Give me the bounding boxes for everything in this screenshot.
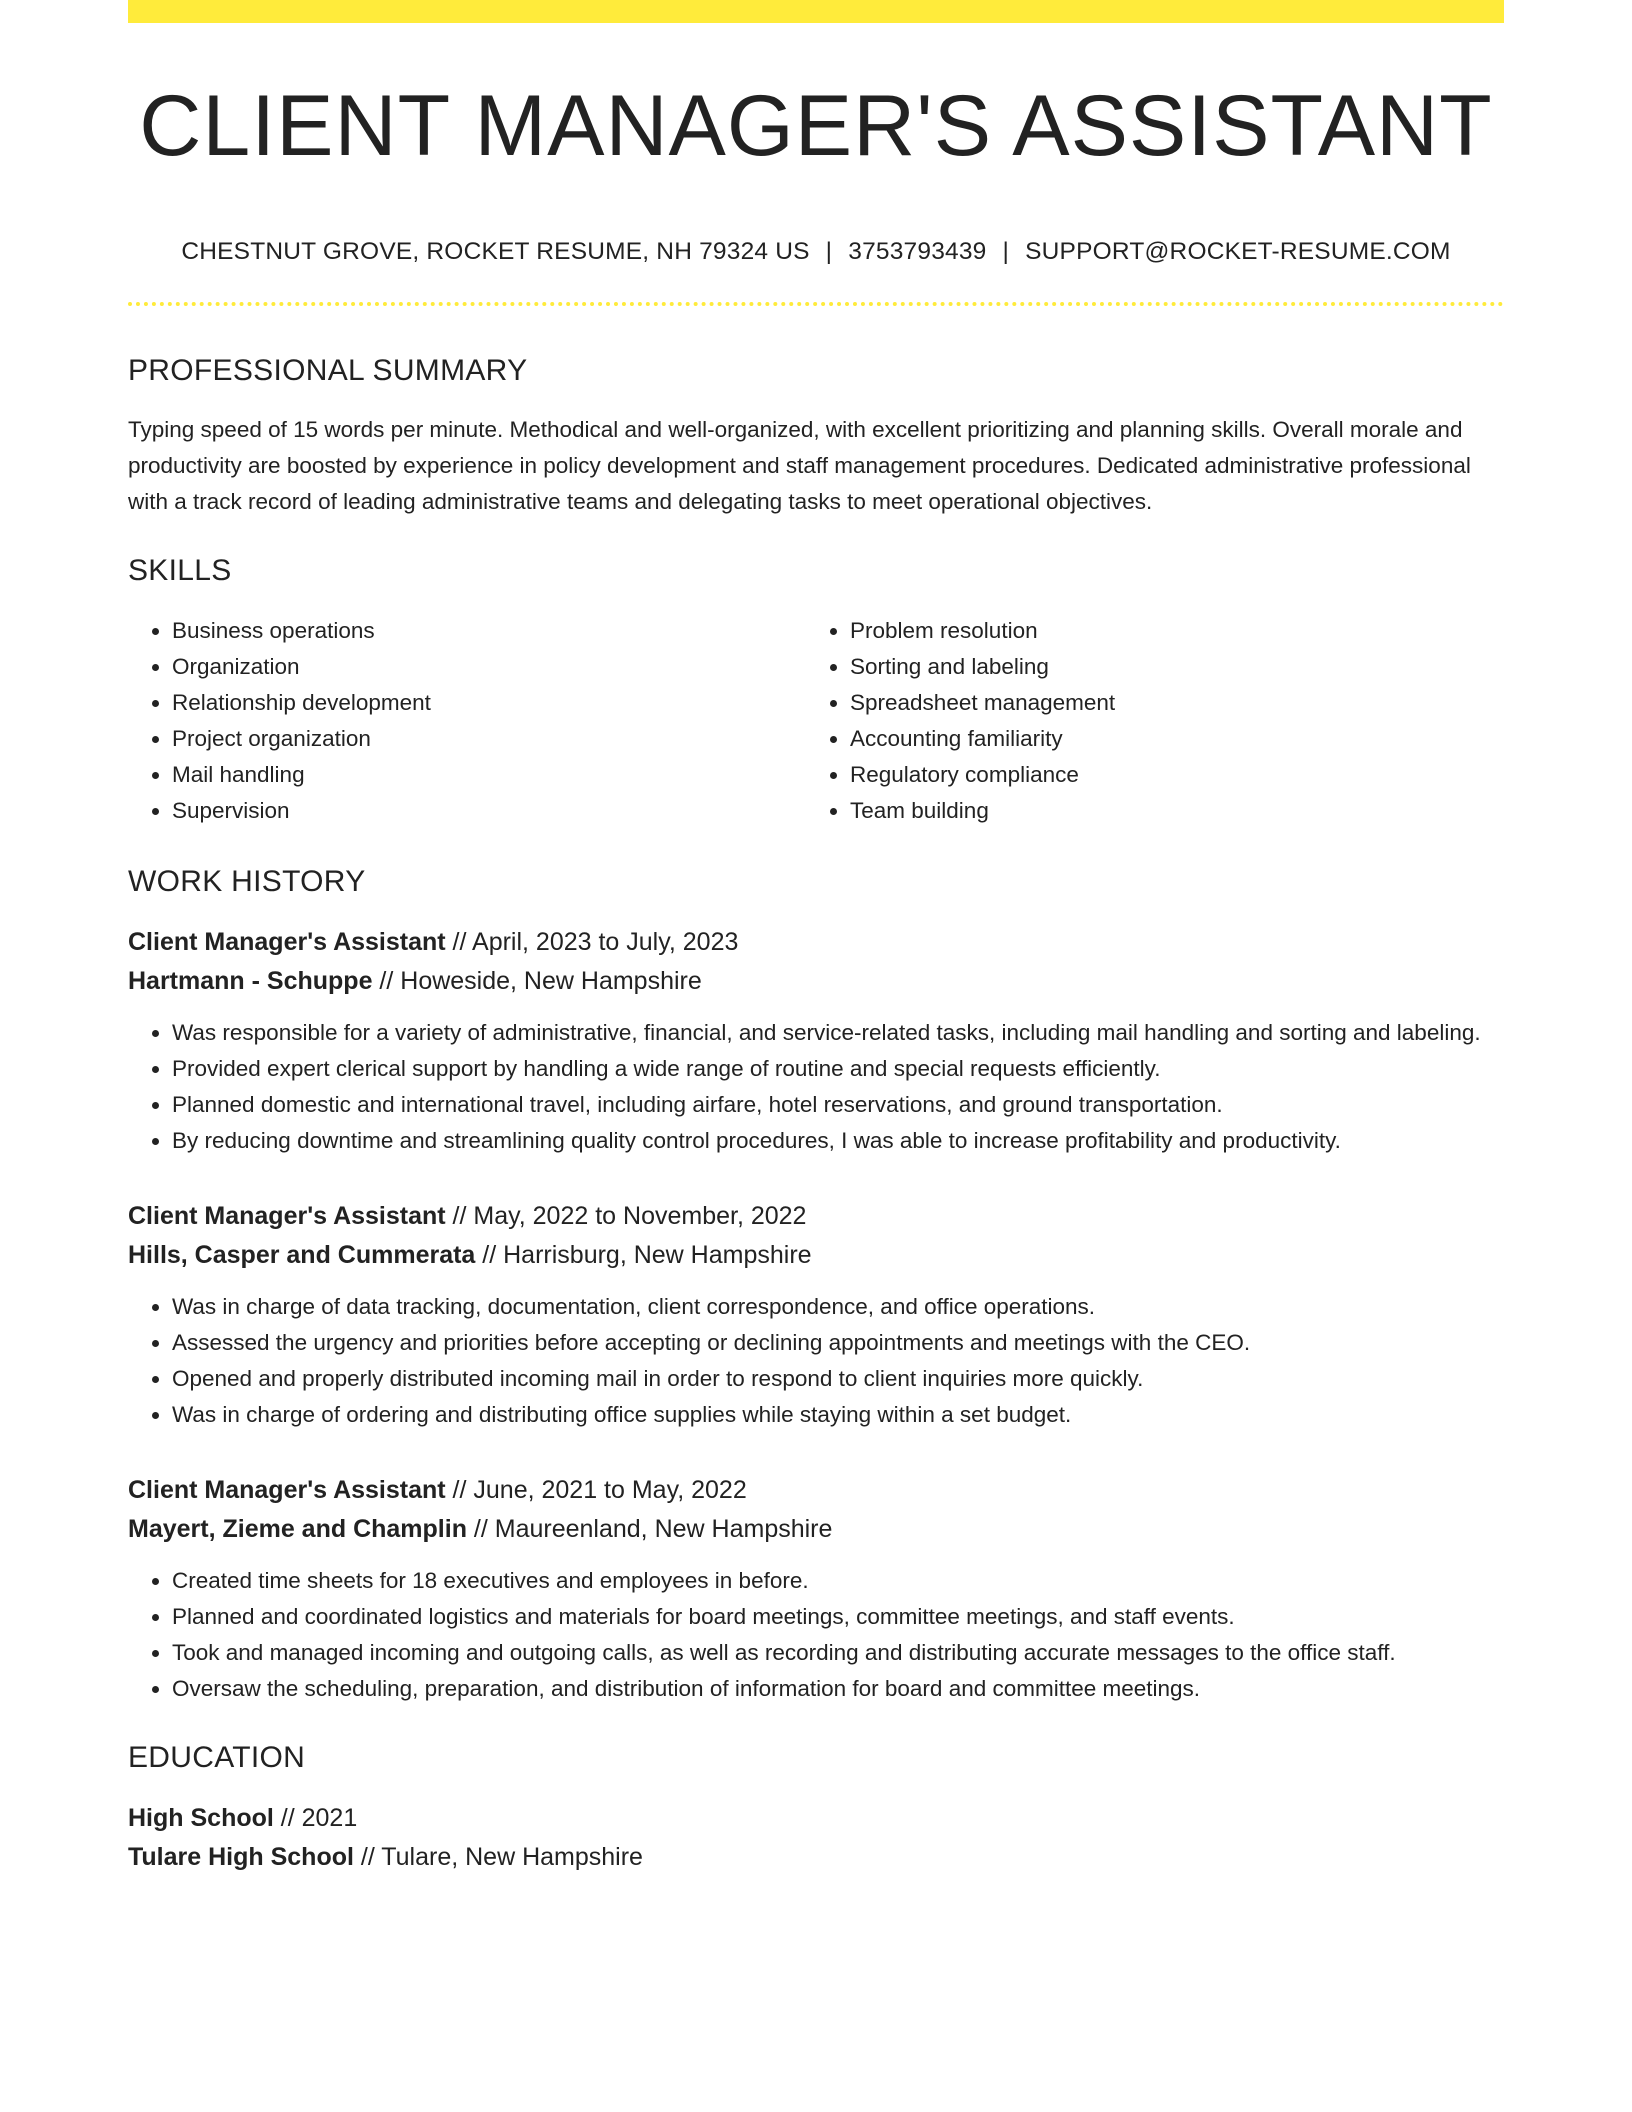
skill-item: • Relationship development — [172, 685, 806, 721]
header-divider — [128, 302, 1504, 306]
job-bullets — [128, 1289, 1504, 1433]
contact-line — [128, 240, 1504, 265]
education-school: Tulare High School — [128, 1842, 354, 1871]
job-title-line — [128, 1197, 1504, 1236]
job-role: Client Manager's Assistant — [128, 1475, 446, 1504]
job-dates: // May, 2022 to November, 2022 — [445, 1201, 807, 1230]
job-company-line — [128, 962, 1504, 1001]
job-role: Client Manager's Assistant — [128, 927, 446, 956]
job-entry — [128, 923, 1504, 1159]
summary-heading: PROFESSIONAL SUMMARY — [128, 353, 528, 387]
skill-item: • Organization — [172, 649, 806, 685]
job-bullet: • Planned domestic and international travel, including airfare, hotel reservations, and ground transportation. — [172, 1087, 1504, 1123]
job-company: Mayert, Zieme and Champlin — [128, 1514, 467, 1543]
skill-item: • Sorting and labeling — [850, 649, 1480, 685]
work-history-heading: WORK HISTORY — [128, 864, 366, 898]
education-degree-line — [128, 1799, 1504, 1838]
contact-email: SUPPORT@ROCKET-RESUME.COM — [1025, 238, 1451, 265]
skills-list — [128, 613, 1504, 829]
job-title-line — [128, 1471, 1504, 1510]
job-location: // Maureenland, New Hampshire — [466, 1514, 833, 1543]
skill-item: • Project organization — [172, 721, 806, 757]
job-bullet: • By reducing downtime and streamlining quality control procedures, I was able to increase profitability and productivity. — [172, 1123, 1504, 1159]
skill-item: • Supervision — [172, 793, 806, 829]
skill-item: • Regulatory compliance — [850, 757, 1480, 793]
job-bullets — [128, 1015, 1504, 1159]
job-bullet: • Was responsible for a variety of administrative, financial, and service-related tasks, including mail handling and sorting and labeling. — [172, 1015, 1504, 1051]
job-entry — [128, 1197, 1504, 1433]
education-school-line — [128, 1838, 1504, 1877]
skill-item: • Spreadsheet management — [850, 685, 1480, 721]
job-bullets — [128, 1563, 1504, 1707]
skill-item: • Problem resolution — [850, 613, 1480, 649]
skill-item: • Mail handling — [172, 757, 806, 793]
education-location: // Tulare, New Hampshire — [353, 1842, 643, 1871]
contact-separator: | — [1002, 238, 1010, 265]
job-bullet: • Assessed the urgency and priorities before accepting or declining appointments and meetings with the CEO. — [172, 1325, 1504, 1361]
candidate-name: CLIENT MANAGER'S ASSISTANT — [139, 78, 1493, 174]
skill-item: • Business operations — [172, 613, 806, 649]
education-heading: EDUCATION — [128, 1740, 306, 1774]
skill-item: • Team building — [850, 793, 1480, 829]
skills-column-right — [806, 613, 1480, 829]
job-role: Client Manager's Assistant — [128, 1201, 446, 1230]
job-company-line — [128, 1236, 1504, 1275]
job-dates: // April, 2023 to July, 2023 — [445, 927, 739, 956]
job-location: // Howeside, New Hampshire — [372, 966, 702, 995]
skill-item: • Accounting familiarity — [850, 721, 1480, 757]
job-entry — [128, 1471, 1504, 1707]
job-company-line — [128, 1510, 1504, 1549]
summary-text: Typing speed of 15 words per minute. Methodical and well-organized, with excellent prioritizing and planning skills. Overall morale and productivity are boosted by experience in policy development and staff management procedures. Dedicated administrative professional with a track record of leading administrative teams and delegating tasks to meet operational objectives. — [128, 416, 1471, 514]
resume-page — [128, 0, 1504, 1877]
contact-phone: 3753793439 — [848, 238, 987, 265]
job-bullet: • Planned and coordinated logistics and materials for board meetings, committee meetings, and staff events. — [172, 1599, 1504, 1635]
education-entry — [128, 1799, 1504, 1877]
job-bullet: • Was in charge of data tracking, documentation, client correspondence, and office operations. — [172, 1289, 1504, 1325]
job-bullet: • Opened and properly distributed incoming mail in order to respond to client inquiries more quickly. — [172, 1361, 1504, 1397]
top-accent-bar — [128, 0, 1504, 23]
job-company: Hartmann - Schuppe — [128, 966, 373, 995]
job-bullet: • Was in charge of ordering and distributing office supplies while staying within a set budget. — [172, 1397, 1504, 1433]
skills-column-left — [128, 613, 806, 829]
education-year: // 2021 — [273, 1803, 358, 1832]
job-bullet: • Provided expert clerical support by handling a wide range of routine and special requests efficiently. — [172, 1051, 1504, 1087]
job-location: // Harrisburg, New Hampshire — [475, 1240, 812, 1269]
job-bullet: • Took and managed incoming and outgoing calls, as well as recording and distributing accurate messages to the office staff. — [172, 1635, 1504, 1671]
job-company: Hills, Casper and Cummerata — [128, 1240, 476, 1269]
skills-heading: SKILLS — [128, 553, 232, 587]
contact-separator: | — [825, 238, 833, 265]
job-bullet: • Oversaw the scheduling, preparation, and distribution of information for board and committee meetings. — [172, 1671, 1504, 1707]
contact-address: CHESTNUT GROVE, ROCKET RESUME, NH 79324 US — [181, 238, 810, 265]
job-bullet: • Created time sheets for 18 executives and employees in before. — [172, 1563, 1504, 1599]
job-dates: // June, 2021 to May, 2022 — [445, 1475, 747, 1504]
job-title-line — [128, 923, 1504, 962]
education-degree: High School — [128, 1803, 274, 1832]
